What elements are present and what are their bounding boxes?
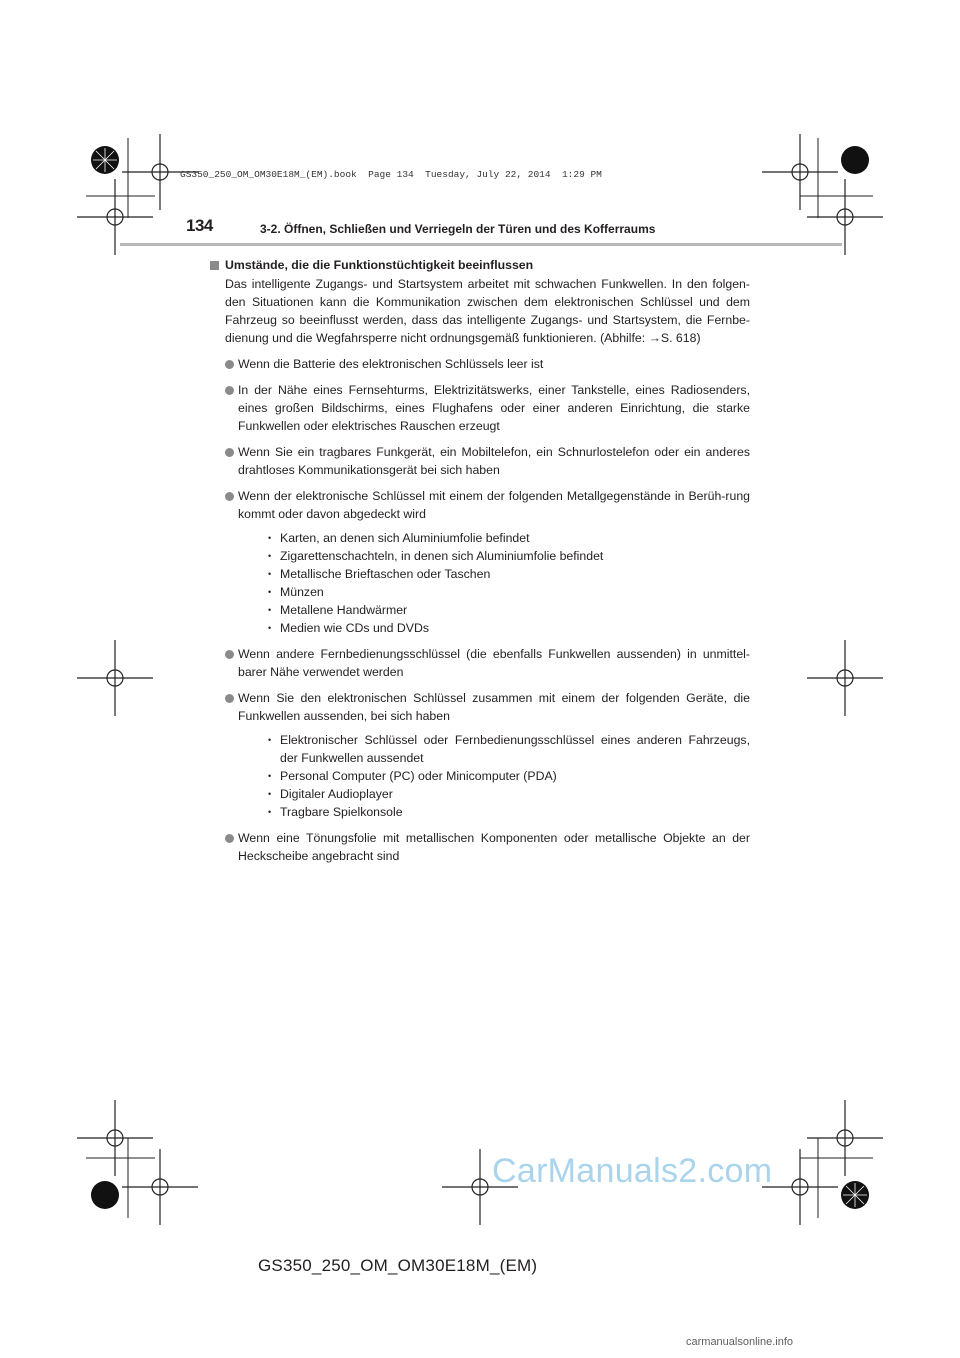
sub-list-item: • Zigarettenschachteln, in denen sich Aluminiumfolie befindet bbox=[238, 547, 750, 565]
circle-bullet-icon bbox=[225, 492, 234, 501]
circle-bullet-icon bbox=[225, 834, 234, 843]
sub-list-item: • Digitaler Audioplayer bbox=[238, 785, 750, 803]
list-item-text: Wenn Sie ein tragbares Funkgerät, ein Mobiltelefon, ein Schnurlostelefon oder ein anderes drahtloses Kommunikationsgerät bei sich haben bbox=[238, 445, 750, 477]
list-item bbox=[210, 443, 750, 479]
footer-site-link[interactable]: carmanualsonline.info bbox=[686, 1336, 794, 1348]
sub-list-item: • Metallene Handwärmer bbox=[238, 601, 750, 619]
circle-bullet-icon bbox=[225, 386, 234, 395]
list-item bbox=[210, 355, 750, 373]
list-item bbox=[210, 381, 750, 435]
content bbox=[210, 256, 750, 865]
subsection-heading bbox=[210, 256, 750, 274]
metal-items-list bbox=[238, 529, 750, 637]
list-item-text: Wenn eine Tönungsfolie mit metallischen Komponenten oder metallische Objekte an der Heckscheibe angebracht sind bbox=[238, 831, 750, 863]
device-items-list bbox=[238, 731, 750, 821]
intro-paragraph: Das intelligente Zugangs- und Startsystem arbeitet mit schwachen Funkwellen. In den folgen-den Situationen kann die Kommunikation zwischen dem elektronischen Schlüssel und dem Fahrzeug so beeinflusst werden, dass das intelligente Zugangs- und Startsystem, die Fernbe-dienung und die Wegfahrsperre nicht ordnungsgemäß funktionieren. (Abhilfe: →S. 618) bbox=[225, 277, 750, 345]
sub-list-item: • Münzen bbox=[238, 583, 750, 601]
list-item-text: Wenn der elektronische Schlüssel mit einem der folgenden Metallgegenstände in Berüh-rung kommt oder davon abgedeckt wird bbox=[238, 489, 750, 521]
sub-list-item: • Elektronischer Schlüssel oder Fernbedienungsschlüssel eines anderen Fahrzeugs, der Funkwellen aussendet bbox=[238, 731, 750, 767]
list-item-text: In der Nähe eines Fernsehturms, Elektrizitätswerks, einer Tankstelle, eines Radiosenders, eines großen Bildschirms, eines Flughafens oder einer anderen Einrichtung, die starke Funkwellen oder elektrisches Rauschen erzeugt bbox=[238, 383, 750, 433]
print-header: GS350_250_OM_OM30E18M_(EM).book Page 134 Tuesday, July 22, 2014 1:29 PM bbox=[180, 169, 602, 180]
circle-bullet-icon bbox=[225, 650, 234, 659]
section-title: 3-2. Öffnen, Schließen und Verriegeln der Türen und des Kofferraums bbox=[260, 222, 656, 236]
sub-list-item: • Personal Computer (PC) oder Minicomputer (PDA) bbox=[238, 767, 750, 785]
header-rule bbox=[120, 243, 842, 246]
list-item bbox=[210, 487, 750, 637]
square-bullet-icon bbox=[210, 261, 219, 270]
watermark-link[interactable]: CarManuals2.com bbox=[492, 1152, 773, 1190]
circle-bullet-icon bbox=[225, 360, 234, 369]
sub-list-item: • Medien wie CDs und DVDs bbox=[238, 619, 750, 637]
footer-code: GS350_250_OM_OM30E18M_(EM) bbox=[258, 1256, 538, 1275]
sub-list-item: • Tragbare Spielkonsole bbox=[238, 803, 750, 821]
circle-bullet-icon bbox=[225, 448, 234, 457]
list-item bbox=[210, 829, 750, 865]
heading-text: Umstände, die die Funktionstüchtigkeit beeinflussen bbox=[225, 258, 534, 272]
circle-bullet-icon bbox=[225, 694, 234, 703]
list-item-text: Wenn die Batterie des elektronischen Schlüssels leer ist bbox=[238, 357, 544, 371]
list-item bbox=[210, 689, 750, 821]
sub-list-item: • Metallische Brieftaschen oder Taschen bbox=[238, 565, 750, 583]
page-number: 134 bbox=[186, 216, 213, 235]
list-item-text: Wenn andere Fernbedienungsschlüssel (die ebenfalls Funkwellen aussenden) in unmittel-barer Nähe verwendet werden bbox=[238, 647, 750, 679]
sub-list-item: • Karten, an denen sich Aluminiumfolie befindet bbox=[238, 529, 750, 547]
list-item-text: Wenn Sie den elektronischen Schlüssel zusammen mit einem der folgenden Geräte, die Funkwellen aussenden, bei sich haben bbox=[238, 691, 750, 723]
list-item bbox=[210, 645, 750, 681]
